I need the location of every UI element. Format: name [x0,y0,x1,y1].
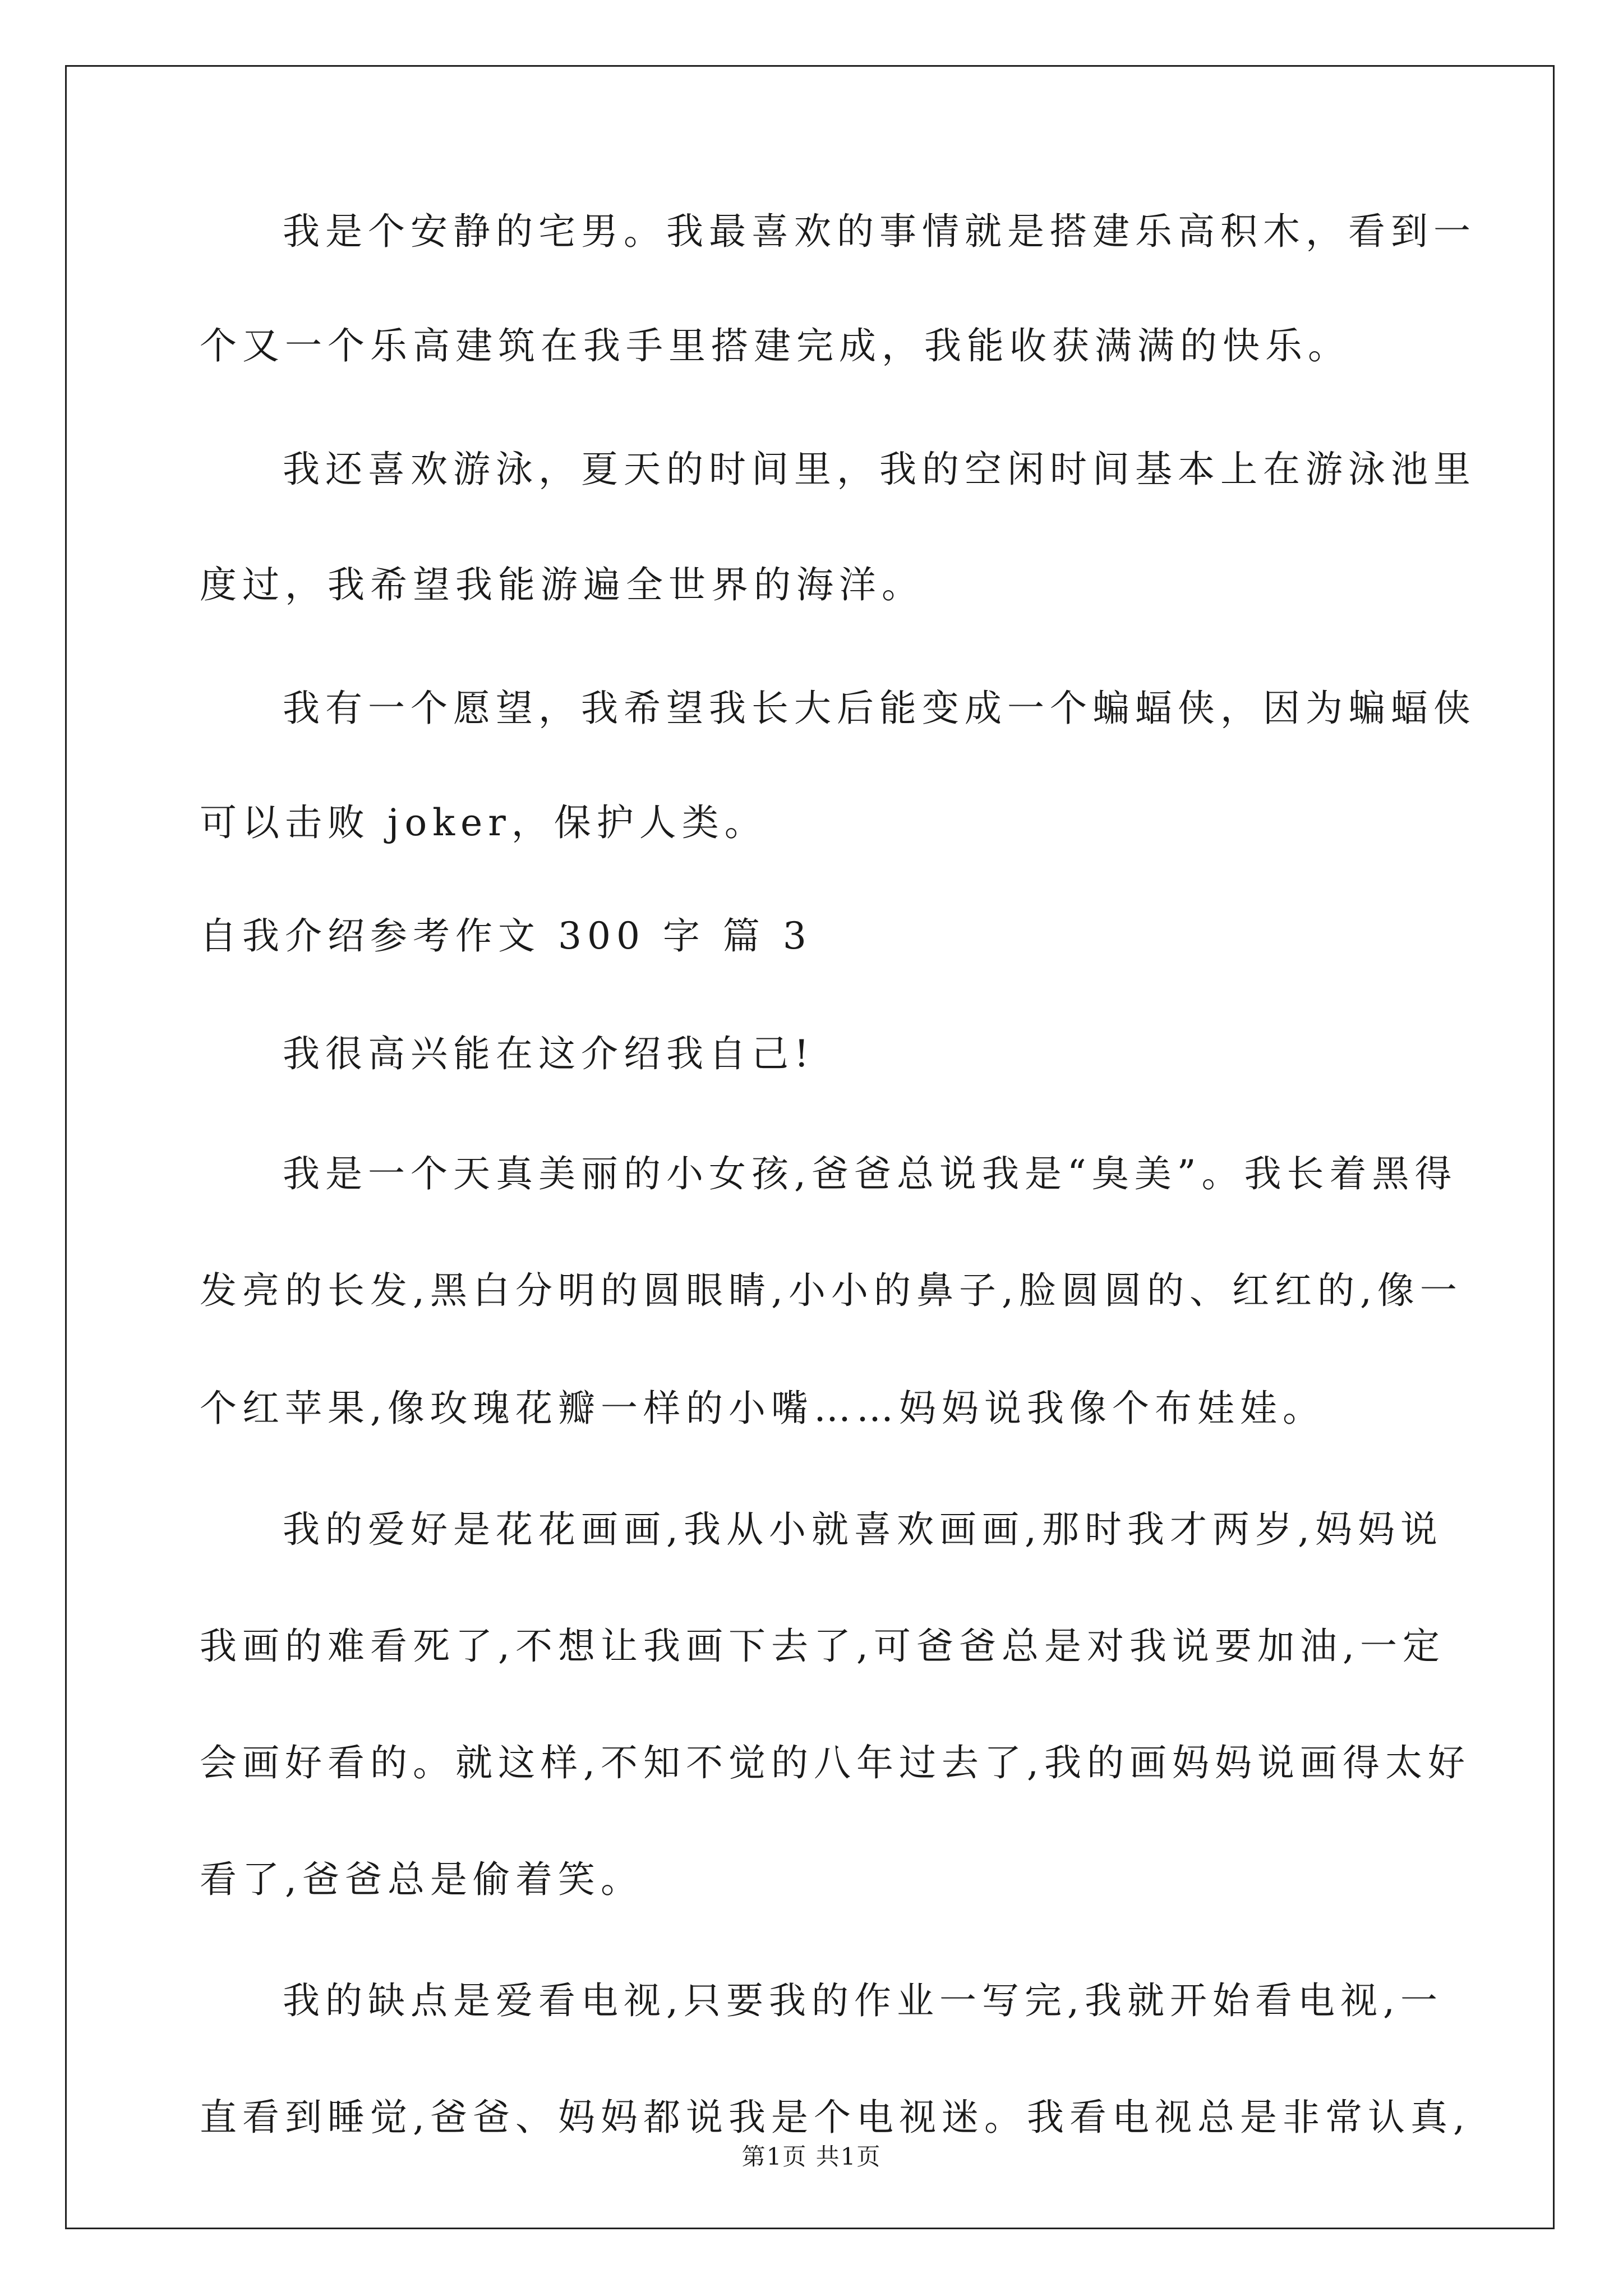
paragraph-line: 我是一个天真美丽的小女孩,爸爸总说我是“臭美”。我长着黑得 [283,1152,1458,1195]
page-border [65,65,1555,2229]
paragraph-line: 度过，我希望我能游遍全世界的海洋。 [200,563,924,606]
paragraph-line: 我是个安静的宅男。我最喜欢的事情就是搭建乐高积木，看到一 [283,210,1476,253]
paragraph-line: 我很高兴能在这介绍我自己! [283,1032,815,1075]
paragraph-line: 可以击败 joker，保护人类。 [200,801,767,844]
paragraph-line: 直看到睡觉,爸爸、妈妈都说我是个电视迷。我看电视总是非常认真, [200,2096,1470,2139]
paragraph-line: 我有一个愿望，我希望我长大后能变成一个蝙蝠侠，因为蝙蝠侠 [283,687,1476,730]
paragraph-line: 个又一个乐高建筑在我手里搭建完成，我能收获满满的快乐。 [200,324,1350,367]
page-number-footer: 第1页 共1页 [741,2143,882,2170]
paragraph-line: 看了,爸爸总是偷着笑。 [200,1858,643,1901]
section-heading: 自我介绍参考作文 300 字 篇 3 [200,914,812,958]
paragraph-line: 个红苹果,像玫瑰花瓣一样的小嘴……妈妈说我像个布娃娃。 [200,1387,1325,1430]
paragraph-line: 发亮的长发,黑白分明的圆眼睛,小小的鼻子,脸圆圆的、红红的,像一 [200,1269,1463,1312]
paragraph-line: 我的爱好是花花画画,我从小就喜欢画画,那时我才两岁,妈妈说 [283,1508,1443,1551]
paragraph-line: 我还喜欢游泳，夏天的时间里，我的空闲时间基本上在游泳池里 [283,448,1476,491]
paragraph-line: 会画好看的。就这样,不知不觉的八年过去了,我的画妈妈说画得太好 [200,1741,1470,1784]
paragraph-line: 我画的难看死了,不想让我画下去了,可爸爸总是对我说要加油,一定 [200,1625,1445,1668]
paragraph-line: 我的缺点是爱看电视,只要我的作业一写完,我就开始看电视,一 [283,1979,1443,2022]
